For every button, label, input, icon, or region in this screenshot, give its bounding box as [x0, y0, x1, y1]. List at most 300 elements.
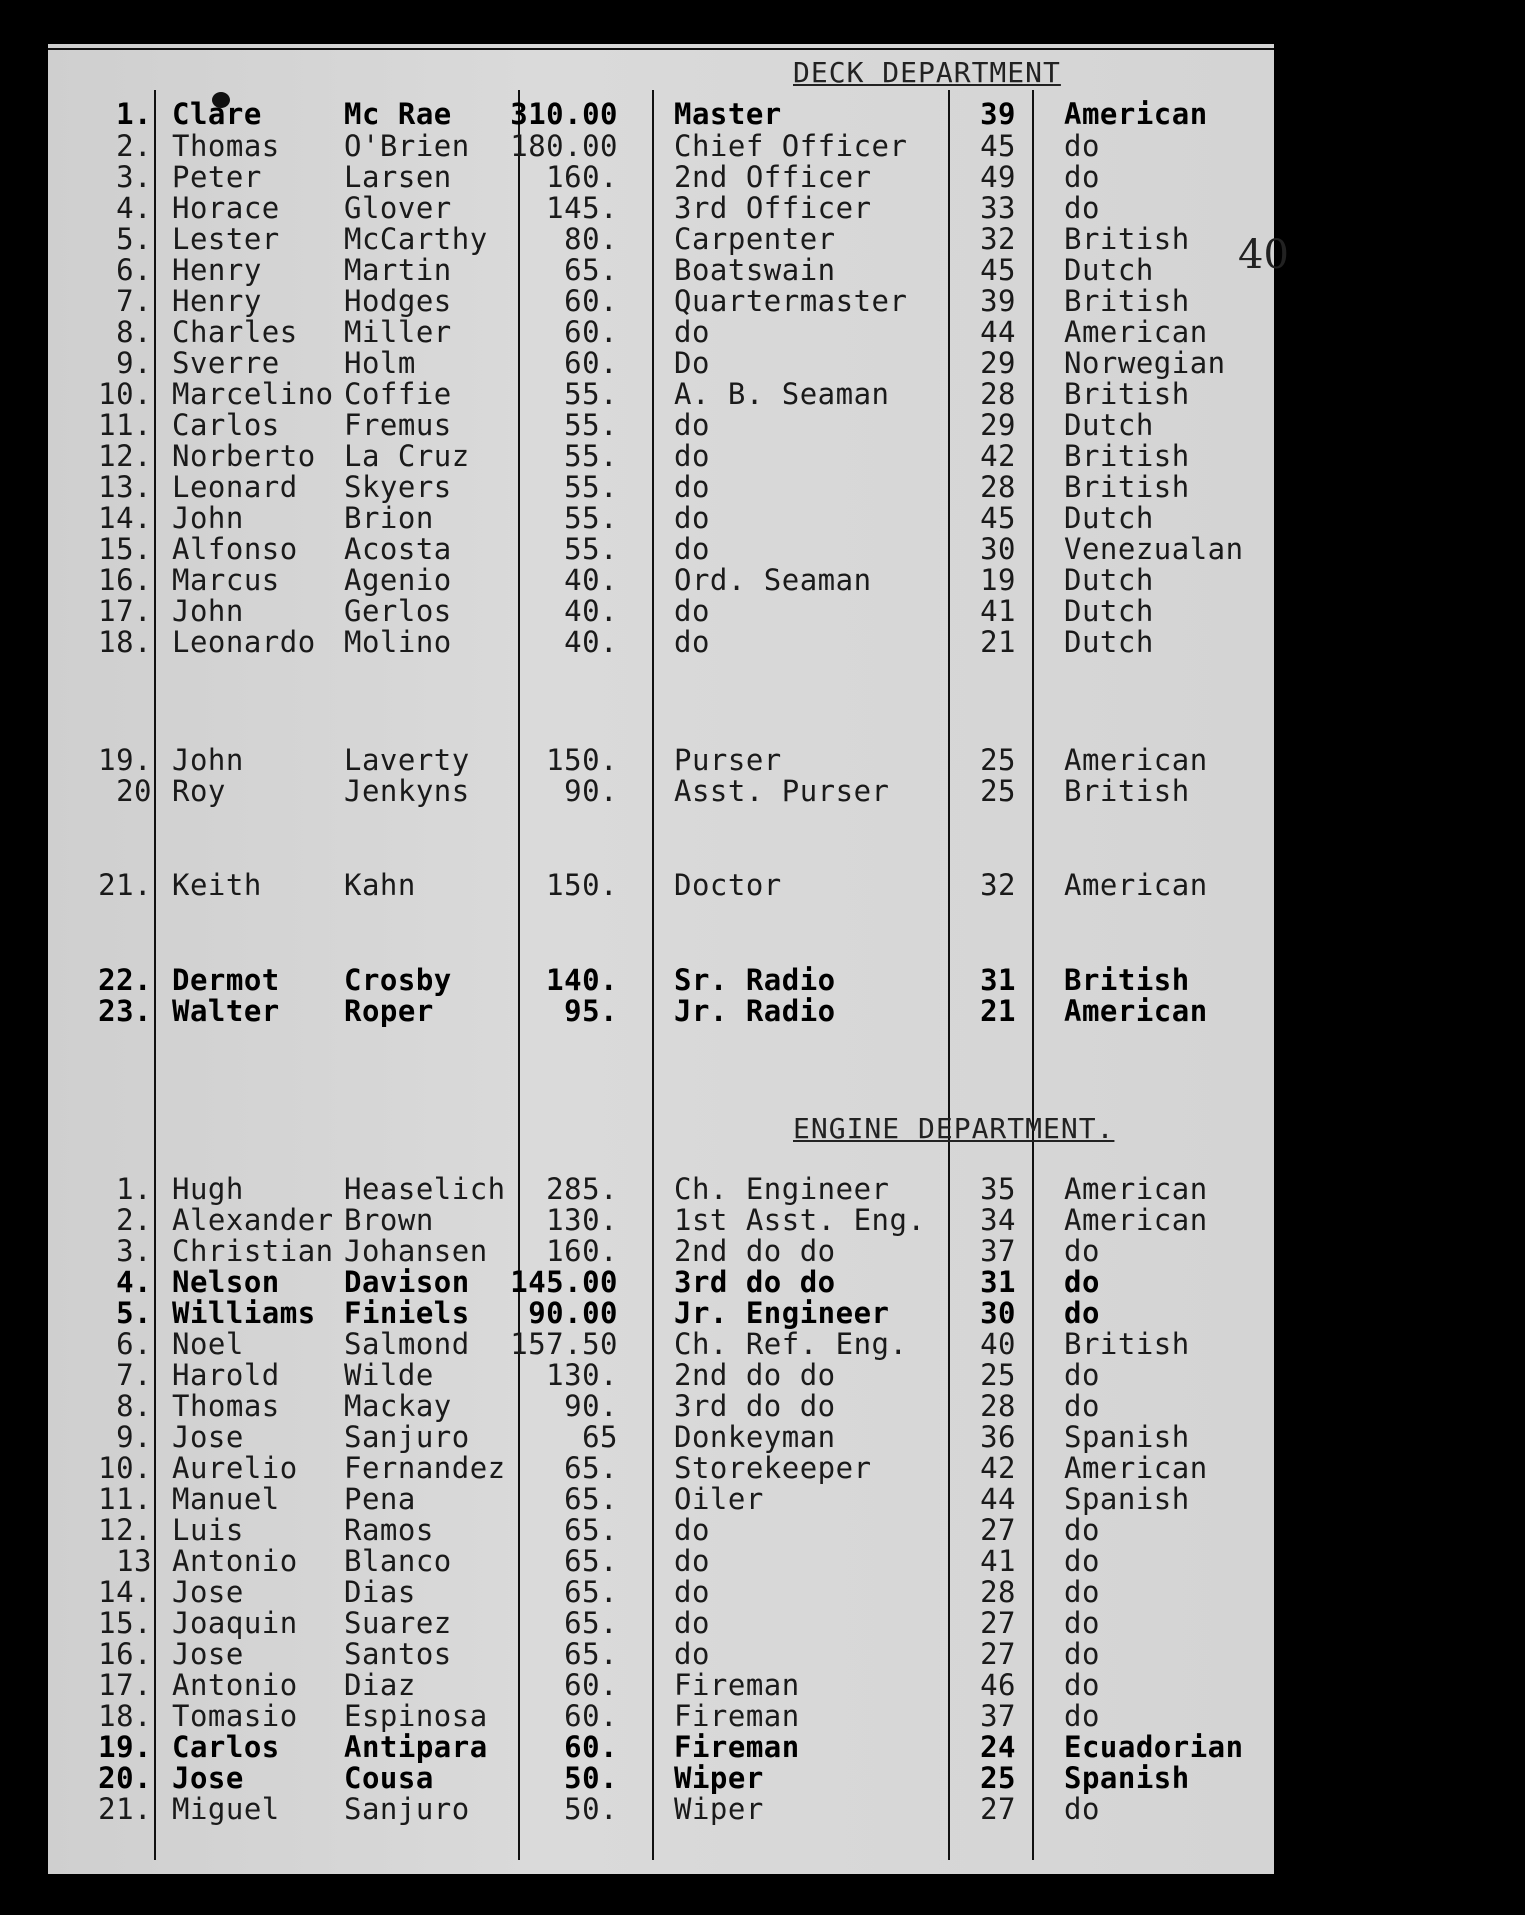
deck-monthly-wage: 60.	[564, 346, 618, 380]
engine-first-name: Aurelio	[172, 1451, 298, 1485]
deck-first-name: Roy	[172, 774, 226, 808]
engine-row-number: 1.	[116, 1172, 152, 1206]
engine-monthly-wage: 157.50	[510, 1327, 618, 1361]
engine-first-name: Carlos	[172, 1730, 280, 1764]
deck-nationality: British	[1064, 284, 1190, 318]
deck-age: 42	[980, 439, 1016, 473]
deck-rating: Sr. Radio	[674, 963, 836, 997]
engine-rating: 2nd do do	[674, 1358, 836, 1392]
deck-first-name: Alfonso	[172, 532, 298, 566]
deck-first-name: Marcus	[172, 563, 280, 597]
deck-last-name: Agenio	[344, 563, 452, 597]
deck-first-name: Lester	[172, 222, 280, 256]
deck-last-name: Skyers	[344, 470, 452, 504]
column-rule	[518, 90, 520, 1860]
engine-age: 28	[980, 1389, 1016, 1423]
deck-nationality: British	[1064, 222, 1190, 256]
deck-monthly-wage: 55.	[564, 532, 618, 566]
deck-first-name: John	[172, 501, 244, 535]
engine-age: 24	[980, 1730, 1016, 1764]
engine-nationality: do	[1064, 1575, 1100, 1609]
deck-first-name: Clare	[172, 97, 262, 131]
deck-nationality: American	[1064, 743, 1208, 777]
engine-row-number: 14.	[98, 1575, 152, 1609]
engine-monthly-wage: 65.	[564, 1451, 618, 1485]
deck-last-name: O'Brien	[344, 129, 470, 163]
engine-age: 37	[980, 1699, 1016, 1733]
deck-age: 44	[980, 315, 1016, 349]
engine-row-number: 11.	[98, 1482, 152, 1516]
deck-last-name: Brion	[344, 501, 434, 535]
deck-monthly-wage: 150.	[546, 743, 618, 777]
deck-nationality: Venezualan	[1064, 532, 1244, 566]
deck-rating: Doctor	[674, 868, 782, 902]
deck-nationality: American	[1064, 994, 1208, 1028]
engine-last-name: Dias	[344, 1575, 416, 1609]
deck-monthly-wage: 40.	[564, 625, 618, 659]
deck-nationality: Dutch	[1064, 563, 1154, 597]
deck-rating: Quartermaster	[674, 284, 908, 318]
deck-rating: 3rd Officer	[674, 191, 872, 225]
engine-nationality: do	[1064, 1699, 1100, 1733]
deck-row-number: 13.	[98, 470, 152, 504]
engine-age: 40	[980, 1327, 1016, 1361]
deck-row-number: 8.	[116, 315, 152, 349]
deck-age: 30	[980, 532, 1016, 566]
engine-monthly-wage: 65.	[564, 1575, 618, 1609]
engine-first-name: Jose	[172, 1420, 244, 1454]
engine-row-number: 7.	[116, 1358, 152, 1392]
engine-first-name: Tomasio	[172, 1699, 298, 1733]
deck-nationality: British	[1064, 377, 1190, 411]
deck-rating: do	[674, 501, 710, 535]
engine-age: 34	[980, 1203, 1016, 1237]
engine-nationality: American	[1064, 1451, 1208, 1485]
deck-last-name: Holm	[344, 346, 416, 380]
deck-last-name: Glover	[344, 191, 452, 225]
deck-monthly-wage: 40.	[564, 594, 618, 628]
engine-row-number: 4.	[116, 1265, 152, 1299]
engine-first-name: Williams	[172, 1296, 316, 1330]
deck-nationality: Dutch	[1064, 625, 1154, 659]
engine-rating: 3rd do do	[674, 1389, 836, 1423]
deck-nationality: Dutch	[1064, 408, 1154, 442]
deck-last-name: Martin	[344, 253, 452, 287]
engine-rating: Donkeyman	[674, 1420, 836, 1454]
deck-row-number: 23.	[98, 994, 152, 1028]
column-rule	[652, 90, 654, 1860]
deck-last-name: Acosta	[344, 532, 452, 566]
engine-rating: do	[674, 1513, 710, 1547]
engine-nationality: British	[1064, 1327, 1190, 1361]
engine-row-number: 3.	[116, 1234, 152, 1268]
deck-row-number: 11.	[98, 408, 152, 442]
page-number: 40	[1238, 232, 1289, 278]
deck-rating: Boatswain	[674, 253, 836, 287]
engine-nationality: do	[1064, 1296, 1100, 1330]
deck-monthly-wage: 40.	[564, 563, 618, 597]
deck-first-name: Peter	[172, 160, 262, 194]
deck-nationality: Dutch	[1064, 253, 1154, 287]
deck-age: 31	[980, 963, 1016, 997]
deck-row-number: 4.	[116, 191, 152, 225]
engine-row-number: 16.	[98, 1637, 152, 1671]
deck-age: 41	[980, 594, 1016, 628]
deck-row-number: 15.	[98, 532, 152, 566]
engine-age: 27	[980, 1606, 1016, 1640]
engine-monthly-wage: 50.	[564, 1792, 618, 1826]
engine-rating: Ch. Ref. Eng.	[674, 1327, 908, 1361]
deck-first-name: Norberto	[172, 439, 316, 473]
deck-last-name: Laverty	[344, 743, 470, 777]
deck-nationality: British	[1064, 470, 1190, 504]
deck-age: 19	[980, 563, 1016, 597]
deck-last-name: Gerlos	[344, 594, 452, 628]
engine-last-name: Brown	[344, 1203, 434, 1237]
engine-age: 35	[980, 1172, 1016, 1206]
engine-monthly-wage: 60.	[564, 1699, 618, 1733]
deck-row-number: 12.	[98, 439, 152, 473]
engine-row-number: 2.	[116, 1203, 152, 1237]
deck-rating: A. B. Seaman	[674, 377, 890, 411]
deck-row-number: 22.	[98, 963, 152, 997]
deck-rating: do	[674, 532, 710, 566]
deck-monthly-wage: 160.	[546, 160, 618, 194]
engine-monthly-wage: 65.	[564, 1637, 618, 1671]
deck-rating: do	[674, 625, 710, 659]
deck-row-number: 2.	[116, 129, 152, 163]
engine-row-number: 21.	[98, 1792, 152, 1826]
deck-row-number: 3.	[116, 160, 152, 194]
engine-first-name: Joaquin	[172, 1606, 298, 1640]
engine-nationality: American	[1064, 1172, 1208, 1206]
deck-row-number: 21.	[98, 868, 152, 902]
engine-monthly-wage: 90.00	[528, 1296, 618, 1330]
engine-last-name: Salmond	[344, 1327, 470, 1361]
engine-age: 46	[980, 1668, 1016, 1702]
engine-monthly-wage: 65	[582, 1420, 618, 1454]
engine-first-name: Antonio	[172, 1544, 298, 1578]
engine-row-number: 17.	[98, 1668, 152, 1702]
engine-monthly-wage: 285.	[546, 1172, 618, 1206]
column-rule	[948, 90, 950, 1860]
deck-monthly-wage: 60.	[564, 284, 618, 318]
engine-rating: Fireman	[674, 1668, 800, 1702]
engine-nationality: do	[1064, 1606, 1100, 1640]
deck-last-name: Larsen	[344, 160, 452, 194]
deck-rating: Purser	[674, 743, 782, 777]
engine-monthly-wage: 65.	[564, 1606, 618, 1640]
engine-rating: do	[674, 1575, 710, 1609]
deck-rating: Ord. Seaman	[674, 563, 872, 597]
engine-first-name: Jose	[172, 1637, 244, 1671]
engine-first-name: Harold	[172, 1358, 280, 1392]
deck-last-name: Jenkyns	[344, 774, 470, 808]
deck-age: 33	[980, 191, 1016, 225]
engine-first-name: Jose	[172, 1575, 244, 1609]
engine-row-number: 6.	[116, 1327, 152, 1361]
engine-nationality: do	[1064, 1265, 1100, 1299]
engine-row-number: 18.	[98, 1699, 152, 1733]
engine-rating: 3rd do do	[674, 1265, 836, 1299]
deck-nationality: Dutch	[1064, 594, 1154, 628]
engine-rating: Wiper	[674, 1761, 764, 1795]
deck-rating: Jr. Radio	[674, 994, 836, 1028]
deck-age: 49	[980, 160, 1016, 194]
deck-age: 32	[980, 868, 1016, 902]
engine-row-number: 5.	[116, 1296, 152, 1330]
deck-monthly-wage: 80.	[564, 222, 618, 256]
deck-last-name: Crosby	[344, 963, 452, 997]
engine-rating: Fireman	[674, 1699, 800, 1733]
deck-nationality: British	[1064, 774, 1190, 808]
deck-rating: Asst. Purser	[674, 774, 890, 808]
deck-age: 45	[980, 253, 1016, 287]
deck-rating: do	[674, 594, 710, 628]
engine-last-name: Davison	[344, 1265, 470, 1299]
deck-first-name: Henry	[172, 253, 262, 287]
engine-rating: do	[674, 1637, 710, 1671]
engine-last-name: Pena	[344, 1482, 416, 1516]
deck-nationality: American	[1064, 868, 1208, 902]
deck-first-name: Sverre	[172, 346, 280, 380]
engine-rating: Fireman	[674, 1730, 800, 1764]
deck-nationality: do	[1064, 160, 1100, 194]
engine-department-heading: ENGINE DEPARTMENT.	[793, 1112, 1115, 1145]
deck-nationality: British	[1064, 439, 1190, 473]
deck-age: 32	[980, 222, 1016, 256]
engine-nationality: do	[1064, 1792, 1100, 1826]
deck-monthly-wage: 145.	[546, 191, 618, 225]
deck-nationality: American	[1064, 315, 1208, 349]
deck-age: 29	[980, 408, 1016, 442]
engine-last-name: Fernandez	[344, 1451, 506, 1485]
engine-last-name: Cousa	[344, 1761, 434, 1795]
deck-nationality: do	[1064, 129, 1100, 163]
deck-first-name: Thomas	[172, 129, 280, 163]
engine-last-name: Sanjuro	[344, 1792, 470, 1826]
engine-rating: 2nd do do	[674, 1234, 836, 1268]
engine-rating: 1st Asst. Eng.	[674, 1203, 926, 1237]
engine-monthly-wage: 160.	[546, 1234, 618, 1268]
deck-monthly-wage: 60.	[564, 315, 618, 349]
deck-last-name: Roper	[344, 994, 434, 1028]
deck-monthly-wage: 310.00	[510, 97, 618, 131]
deck-first-name: Keith	[172, 868, 262, 902]
engine-monthly-wage: 130.	[546, 1203, 618, 1237]
engine-row-number: 19.	[98, 1730, 152, 1764]
engine-nationality: American	[1064, 1203, 1208, 1237]
engine-nationality: Spanish	[1064, 1761, 1190, 1795]
deck-first-name: Walter	[172, 994, 280, 1028]
deck-rating: Chief Officer	[674, 129, 908, 163]
engine-age: 27	[980, 1513, 1016, 1547]
engine-nationality: do	[1064, 1637, 1100, 1671]
deck-row-number: 9.	[116, 346, 152, 380]
engine-monthly-wage: 65.	[564, 1513, 618, 1547]
engine-first-name: Miguel	[172, 1792, 280, 1826]
column-rule	[154, 90, 156, 1860]
deck-nationality: do	[1064, 191, 1100, 225]
engine-age: 31	[980, 1265, 1016, 1299]
engine-rating: do	[674, 1544, 710, 1578]
deck-last-name: Miller	[344, 315, 452, 349]
engine-monthly-wage: 65.	[564, 1544, 618, 1578]
deck-first-name: John	[172, 594, 244, 628]
engine-age: 25	[980, 1761, 1016, 1795]
engine-rating: Wiper	[674, 1792, 764, 1826]
engine-first-name: Nelson	[172, 1265, 280, 1299]
engine-monthly-wage: 65.	[564, 1482, 618, 1516]
engine-last-name: Diaz	[344, 1668, 416, 1702]
engine-age: 27	[980, 1792, 1016, 1826]
deck-age: 39	[980, 97, 1016, 131]
deck-row-number: 18.	[98, 625, 152, 659]
deck-first-name: Henry	[172, 284, 262, 318]
deck-first-name: Leonard	[172, 470, 298, 504]
deck-last-name: Molino	[344, 625, 452, 659]
engine-first-name: Manuel	[172, 1482, 280, 1516]
engine-row-number: 15.	[98, 1606, 152, 1640]
engine-age: 41	[980, 1544, 1016, 1578]
deck-row-number: 17.	[98, 594, 152, 628]
deck-first-name: Charles	[172, 315, 298, 349]
deck-monthly-wage: 55.	[564, 501, 618, 535]
engine-nationality: do	[1064, 1234, 1100, 1268]
engine-last-name: Espinosa	[344, 1699, 488, 1733]
deck-age: 21	[980, 994, 1016, 1028]
engine-age: 44	[980, 1482, 1016, 1516]
engine-age: 28	[980, 1575, 1016, 1609]
column-rule	[1032, 90, 1034, 1860]
engine-row-number: 12.	[98, 1513, 152, 1547]
engine-nationality: Ecuadorian	[1064, 1730, 1244, 1764]
deck-first-name: Carlos	[172, 408, 280, 442]
engine-nationality: do	[1064, 1358, 1100, 1392]
deck-last-name: Fremus	[344, 408, 452, 442]
deck-last-name: Kahn	[344, 868, 416, 902]
deck-row-number: 19.	[98, 743, 152, 777]
engine-first-name: Jose	[172, 1761, 244, 1795]
engine-nationality: do	[1064, 1513, 1100, 1547]
engine-first-name: Christian	[172, 1234, 334, 1268]
deck-last-name: McCarthy	[344, 222, 488, 256]
deck-first-name: John	[172, 743, 244, 777]
deck-monthly-wage: 180.00	[510, 129, 618, 163]
engine-rating: Jr. Engineer	[674, 1296, 890, 1330]
deck-nationality: Norwegian	[1064, 346, 1226, 380]
engine-rating: Oiler	[674, 1482, 764, 1516]
deck-monthly-wage: 150.	[546, 868, 618, 902]
deck-row-number: 7.	[116, 284, 152, 318]
deck-age: 25	[980, 743, 1016, 777]
deck-rating: do	[674, 315, 710, 349]
top-rule	[48, 48, 1274, 50]
deck-monthly-wage: 55.	[564, 408, 618, 442]
deck-department-heading: DECK DEPARTMENT	[793, 56, 1061, 89]
engine-first-name: Noel	[172, 1327, 244, 1361]
deck-last-name: Coffie	[344, 377, 452, 411]
deck-row-number: 16.	[98, 563, 152, 597]
engine-last-name: Mackay	[344, 1389, 452, 1423]
deck-rating: Master	[674, 97, 782, 131]
engine-last-name: Finiels	[344, 1296, 470, 1330]
engine-nationality: do	[1064, 1389, 1100, 1423]
engine-row-number: 9.	[116, 1420, 152, 1454]
deck-monthly-wage: 140.	[546, 963, 618, 997]
deck-nationality: British	[1064, 963, 1190, 997]
deck-first-name: Leonardo	[172, 625, 316, 659]
deck-age: 25	[980, 774, 1016, 808]
engine-monthly-wage: 145.00	[510, 1265, 618, 1299]
deck-row-number: 10.	[98, 377, 152, 411]
deck-rating: do	[674, 408, 710, 442]
deck-age: 21	[980, 625, 1016, 659]
engine-first-name: Alexander	[172, 1203, 334, 1237]
crew-list-sheet	[48, 44, 1289, 1874]
deck-first-name: Marcelino	[172, 377, 334, 411]
engine-last-name: Ramos	[344, 1513, 434, 1547]
engine-first-name: Luis	[172, 1513, 244, 1547]
engine-last-name: Sanjuro	[344, 1420, 470, 1454]
deck-nationality: American	[1064, 97, 1208, 131]
deck-row-number: 14.	[98, 501, 152, 535]
engine-rating: do	[674, 1606, 710, 1640]
deck-rating: Do	[674, 346, 710, 380]
deck-row-number: 5.	[116, 222, 152, 256]
deck-age: 29	[980, 346, 1016, 380]
engine-age: 25	[980, 1358, 1016, 1392]
engine-rating: Storekeeper	[674, 1451, 872, 1485]
deck-last-name: La Cruz	[344, 439, 470, 473]
engine-row-number: 8.	[116, 1389, 152, 1423]
engine-rating: Ch. Engineer	[674, 1172, 890, 1206]
deck-first-name: Horace	[172, 191, 280, 225]
engine-last-name: Heaselich	[344, 1172, 506, 1206]
engine-age: 27	[980, 1637, 1016, 1671]
deck-age: 45	[980, 129, 1016, 163]
deck-nationality: Dutch	[1064, 501, 1154, 535]
engine-last-name: Santos	[344, 1637, 452, 1671]
deck-rating: Carpenter	[674, 222, 836, 256]
deck-last-name: Hodges	[344, 284, 452, 318]
deck-monthly-wage: 55.	[564, 470, 618, 504]
deck-monthly-wage: 65.	[564, 253, 618, 287]
engine-monthly-wage: 60.	[564, 1730, 618, 1764]
engine-last-name: Wilde	[344, 1358, 434, 1392]
engine-last-name: Suarez	[344, 1606, 452, 1640]
engine-row-number: 10.	[98, 1451, 152, 1485]
engine-first-name: Antonio	[172, 1668, 298, 1702]
deck-last-name: Mc Rae	[344, 97, 452, 131]
deck-rating: do	[674, 470, 710, 504]
deck-first-name: Dermot	[172, 963, 280, 997]
deck-row-number: 20	[116, 774, 152, 808]
deck-monthly-wage: 95.	[564, 994, 618, 1028]
engine-first-name: Thomas	[172, 1389, 280, 1423]
engine-nationality: Spanish	[1064, 1420, 1190, 1454]
engine-row-number: 20.	[98, 1761, 152, 1795]
engine-age: 36	[980, 1420, 1016, 1454]
deck-row-number: 6.	[116, 253, 152, 287]
deck-rating: do	[674, 439, 710, 473]
deck-monthly-wage: 55.	[564, 439, 618, 473]
deck-monthly-wage: 90.	[564, 774, 618, 808]
engine-last-name: Blanco	[344, 1544, 452, 1578]
engine-age: 30	[980, 1296, 1016, 1330]
deck-age: 39	[980, 284, 1016, 318]
deck-age: 45	[980, 501, 1016, 535]
